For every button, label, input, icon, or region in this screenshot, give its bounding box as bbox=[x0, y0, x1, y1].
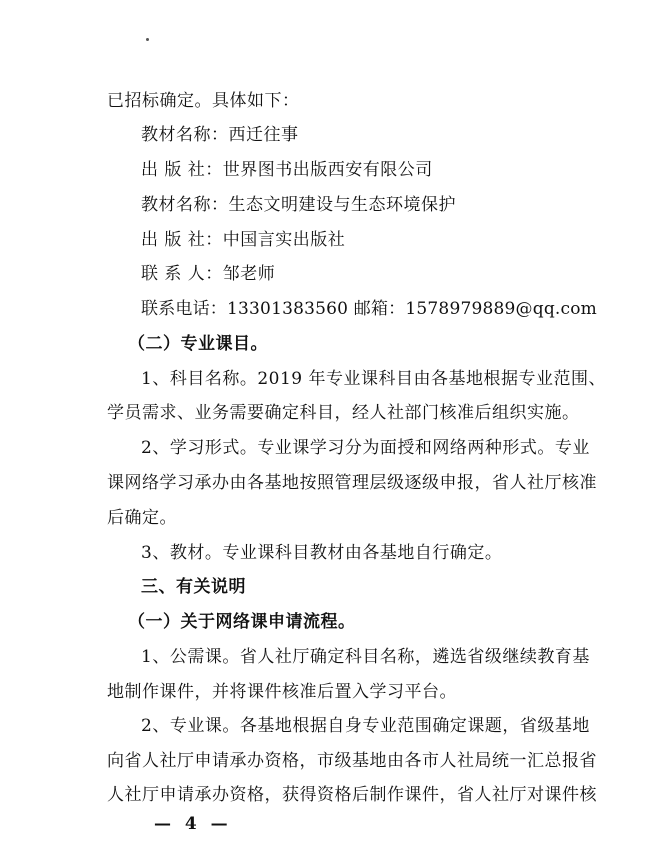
paragraph-line: 1、公需课。省人社厅确定科目名称，遴选省级继续教育基 bbox=[141, 647, 590, 667]
section-heading-2: （二）专业课目。 bbox=[128, 334, 268, 354]
textbook-name-1: 教材名称：西迁往事 bbox=[141, 125, 299, 145]
paragraph-line: 1、科目名称。2019 年专业课科目由各基地根据专业范围、 bbox=[141, 369, 606, 389]
contact-phone-email: 联系电话：13301383560 邮箱：1578979889@qq.com bbox=[141, 299, 597, 319]
paragraph-line: 3、教材。专业课科目教材由各基地自行确定。 bbox=[141, 543, 503, 563]
paragraph-line: 2、专业课。各基地根据自身专业范围确定课题，省级基地 bbox=[141, 716, 590, 736]
textbook-name-2: 教材名称：生态文明建设与生态环境保护 bbox=[141, 195, 456, 215]
paragraph-line: 人社厅申请承办资格，获得资格后制作课件，省人社厅对课件核 bbox=[107, 785, 597, 805]
paragraph-line: 地制作课件，并将课件核准后置入学习平台。 bbox=[107, 682, 457, 702]
paragraph-line: 向省人社厅申请承办资格，市级基地由各市人社局统一汇总报省 bbox=[107, 751, 597, 771]
section-heading-3: 三、有关说明 bbox=[141, 577, 246, 597]
subsection-heading-1: （一）关于网络课申请流程。 bbox=[128, 612, 356, 632]
paragraph-line: 2、学习形式。专业课学习分为面授和网络两种形式。专业 bbox=[141, 438, 590, 458]
paragraph-line: 后确定。 bbox=[107, 508, 177, 528]
publisher-2: 出 版 社：中国言实出版社 bbox=[141, 230, 346, 250]
publisher-1: 出 版 社：世界图书出版西安有限公司 bbox=[141, 160, 433, 180]
scan-speck bbox=[146, 38, 149, 41]
contact-person: 联 系 人：邹老师 bbox=[141, 264, 276, 284]
text-line-1: 已招标确定。具体如下： bbox=[107, 91, 300, 111]
paragraph-line: 课网络学习承办由各基地按照管理层级逐级申报，省人社厅核准 bbox=[107, 473, 597, 493]
page-number: — 4 — bbox=[154, 814, 232, 834]
paragraph-line: 学员需求、业务需要确定科目，经人社部门核准后组织实施。 bbox=[107, 403, 580, 423]
